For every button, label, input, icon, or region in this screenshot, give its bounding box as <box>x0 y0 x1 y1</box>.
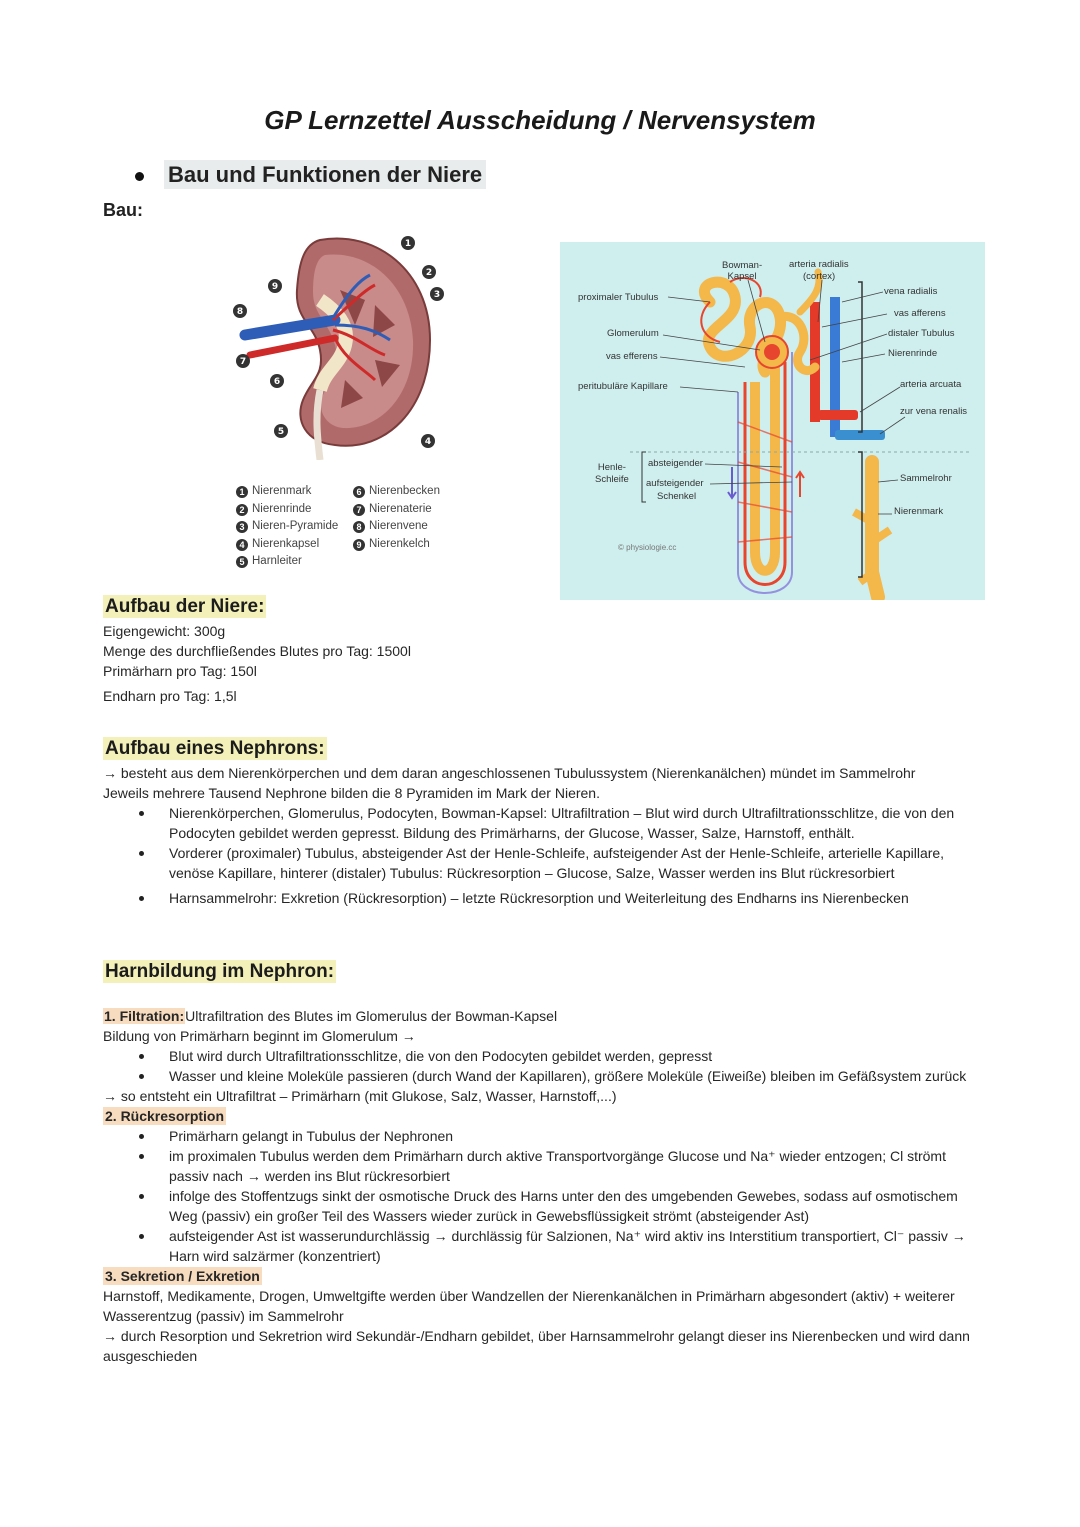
list-item: Wasser und kleine Moleküle passieren (durch Wand der Kapillaren), größere Moleküle (Eiweiße) bleiben im Gefäßsystem zurück <box>103 1066 978 1086</box>
label-henle-schleife: Henle- Schleife <box>595 462 629 485</box>
list-item: Primärharn gelangt in Tubulus der Nephronen <box>103 1126 978 1146</box>
section-heading-niere: Bau und Funktionen der Niere <box>135 162 486 188</box>
aufbau-niere-facts <box>103 621 411 706</box>
label-distaler-tubulus: distaler Tubulus <box>888 328 955 339</box>
kidney-marker-4: 4 <box>424 437 432 447</box>
list-item: Nierenkörperchen, Glomerulus, Podocyten, Bowman-Kapsel: Ultrafiltration – Blut wird durch Ultrafiltrationsschlitze, die von den Podocyten gebildet werden gepresst. Bildung des Primärharns, der Glucose, Wasser, Salze, Harnstoff, enthält. <box>103 803 978 843</box>
heading-harnbildung: Harnbildung im Nephron: <box>105 961 335 982</box>
bau-label: Bau: <box>103 200 143 220</box>
kidney-marker-2: 2 <box>425 268 433 278</box>
list-item: infolge des Stoffentzugs sinkt der osmotische Druck des Harns unter den des umgebenden Gewebes, sodass auf osmotischem Weg (passiv) ein großer Teil des Wassers wieder zurück in Gewebsflüssigkeit strömt (absteigender Ast) <box>103 1186 978 1226</box>
filtration-line: 1. Filtration:Ultrafiltration des Blutes im Glomerulus der Bowman-Kapsel <box>104 1008 558 1024</box>
kidney-marker-9: 9 <box>271 282 279 292</box>
legend-item: 5 Harnleiter <box>236 553 338 571</box>
label-peritubulaere-kapillare: peritubuläre Kapillare <box>578 381 668 392</box>
label-vas-efferens: vas efferens <box>606 351 658 362</box>
kidney-illustration <box>225 230 450 460</box>
label-zur-vena-renalis: zur vena renalis <box>900 406 968 417</box>
filtration-result: → so entsteht ein Ultrafiltrat – Primärharn (mit Glukose, Salz, Wasser, Harnstoff,...) <box>103 1088 617 1104</box>
fact-line: Menge des durchfließendes Blutes pro Tag: 1500l <box>103 643 411 659</box>
list-item: Vorderer (proximaler) Tubulus, absteigender Ast der Henle-Schleife, aufsteigender Ast der Henle-Schleife, arterielle Kapillare, venöse Kapillare, hinterer (distaler) Tubulus: Rückresorption – Glucose, Salze, Wasser werden ins Blut rückresorbiert <box>103 843 978 883</box>
legend-item: 2 Nierenrinde <box>236 501 338 519</box>
label-schenkel: Schenkel <box>657 491 697 502</box>
list-item: Harnsammelrohr: Exkretion (Rückresorption) – letzte Rückresorption und Weiterleitung des Endharns ins Nierenbecken <box>103 888 978 908</box>
label-aufsteigender: aufsteigender <box>646 478 704 489</box>
label-bowman-kapsel: Bowman- Kapsel <box>722 260 763 282</box>
label-vena-radialis: vena radialis <box>884 286 938 297</box>
list-item: aufsteigender Ast ist wasserundurchlässig → durchlässig für Salzionen, Na⁺ wird aktiv ins Interstitium transportiert, Cl⁻ passiv → Harn wird salzärmer (konzentriert) <box>103 1226 978 1266</box>
sekretion-label: 3. Sekretion / Exkretion <box>105 1268 260 1284</box>
label-arteria-arcuata: arteria arcuata <box>900 379 962 390</box>
fact-line: Primärharn pro Tag: 150l <box>103 663 257 679</box>
legend-item: 8 Nierenvene <box>353 518 440 536</box>
sekretion-result: → durch Resorption und Sekretrion wird Sekundär-/Endharn gebildet, über Harnsammelrohr gelangt dieser ins Nierenbecken und wird dann ausgeschieden <box>103 1328 970 1364</box>
aufbau-nephron-body <box>103 763 978 908</box>
kidney-marker-1: 1 <box>404 239 412 249</box>
label-absteigender: absteigender <box>648 458 703 469</box>
heading-aufbau-nephron: Aufbau eines Nephrons: <box>105 738 325 759</box>
list-item: im proximalen Tubulus werden dem Primärharn durch aktive Transportvorgänge Glucose und Na⁺ wieder entzogen; Cl strömt passiv nach → werden ins Blut rückresorbiert <box>103 1146 978 1186</box>
legend-item: 9 Nierenkelch <box>353 536 440 554</box>
label-proximaler-tubulus: proximaler Tubulus <box>578 292 659 303</box>
kidney-legend-left <box>236 483 338 571</box>
kidney-legend-right <box>353 483 440 553</box>
kidney-marker-8: 8 <box>236 307 244 317</box>
harnbildung-body <box>103 1006 978 1366</box>
heading-aufbau-niere: Aufbau der Niere: <box>105 596 265 617</box>
fact-line: Endharn pro Tag: 1,5l <box>103 688 237 704</box>
legend-item: 3 Nieren-Pyramide <box>236 518 338 536</box>
legend-item: 4 Nierenkapsel <box>236 536 338 554</box>
legend-item: 1 Nierenmark <box>236 483 338 501</box>
legend-item: 7 Nierenaterie <box>353 501 440 519</box>
copyright-mark: © physiologie.cc <box>618 543 677 552</box>
label-sammelrohr: Sammelrohr <box>900 473 952 484</box>
label-arteria-radialis: arteria radialis <box>789 259 849 270</box>
bullet-dot <box>135 172 144 181</box>
kidney-marker-5: 5 <box>277 427 285 437</box>
sekretion-text: Harnstoff, Medikamente, Drogen, Umweltgifte werden über Wandzellen der Nierenkanälchen in Primärharn abgesondert (aktiv) + weiterer Wasserentzug (passiv) im Sammelrohr <box>103 1288 955 1324</box>
label-nierenrinde: Nierenrinde <box>888 348 938 359</box>
kidney-marker-6: 6 <box>273 377 281 387</box>
label-nierenmark: Nierenmark <box>894 506 944 517</box>
list-item: Blut wird durch Ultrafiltrationsschlitze, die von den Podocyten gebildet werden, gepresst <box>103 1046 978 1066</box>
kidney-marker-3: 3 <box>433 290 441 300</box>
legend-item: 6 Nierenbecken <box>353 483 440 501</box>
kidney-marker-7: 7 <box>239 357 247 367</box>
label-cortex: (cortex) <box>803 271 836 282</box>
label-vas-afferens: vas afferens <box>894 308 946 319</box>
page-title: GP Lernzettel Ausscheidung / Nervensystem <box>264 105 816 135</box>
filtration-line-2: Bildung von Primärharn beginnt im Glomerulum → <box>103 1028 416 1044</box>
nephron-intro: → besteht aus dem Nierenkörperchen und dem daran angeschlossenen Tubulussystem (Nierenkanälchen) mündet im Sammelrohr <box>103 765 916 781</box>
fact-line: Eigengewicht: 300g <box>103 623 226 639</box>
rueckresorption-label: 2. Rückresorption <box>105 1108 225 1124</box>
nephron-diagram <box>560 242 985 600</box>
nephron-intro: Jeweils mehrere Tausend Nephrone bilden die 8 Pyramiden im Mark der Nieren. <box>103 785 600 801</box>
label-glomerulum: Glomerulum <box>607 328 659 339</box>
